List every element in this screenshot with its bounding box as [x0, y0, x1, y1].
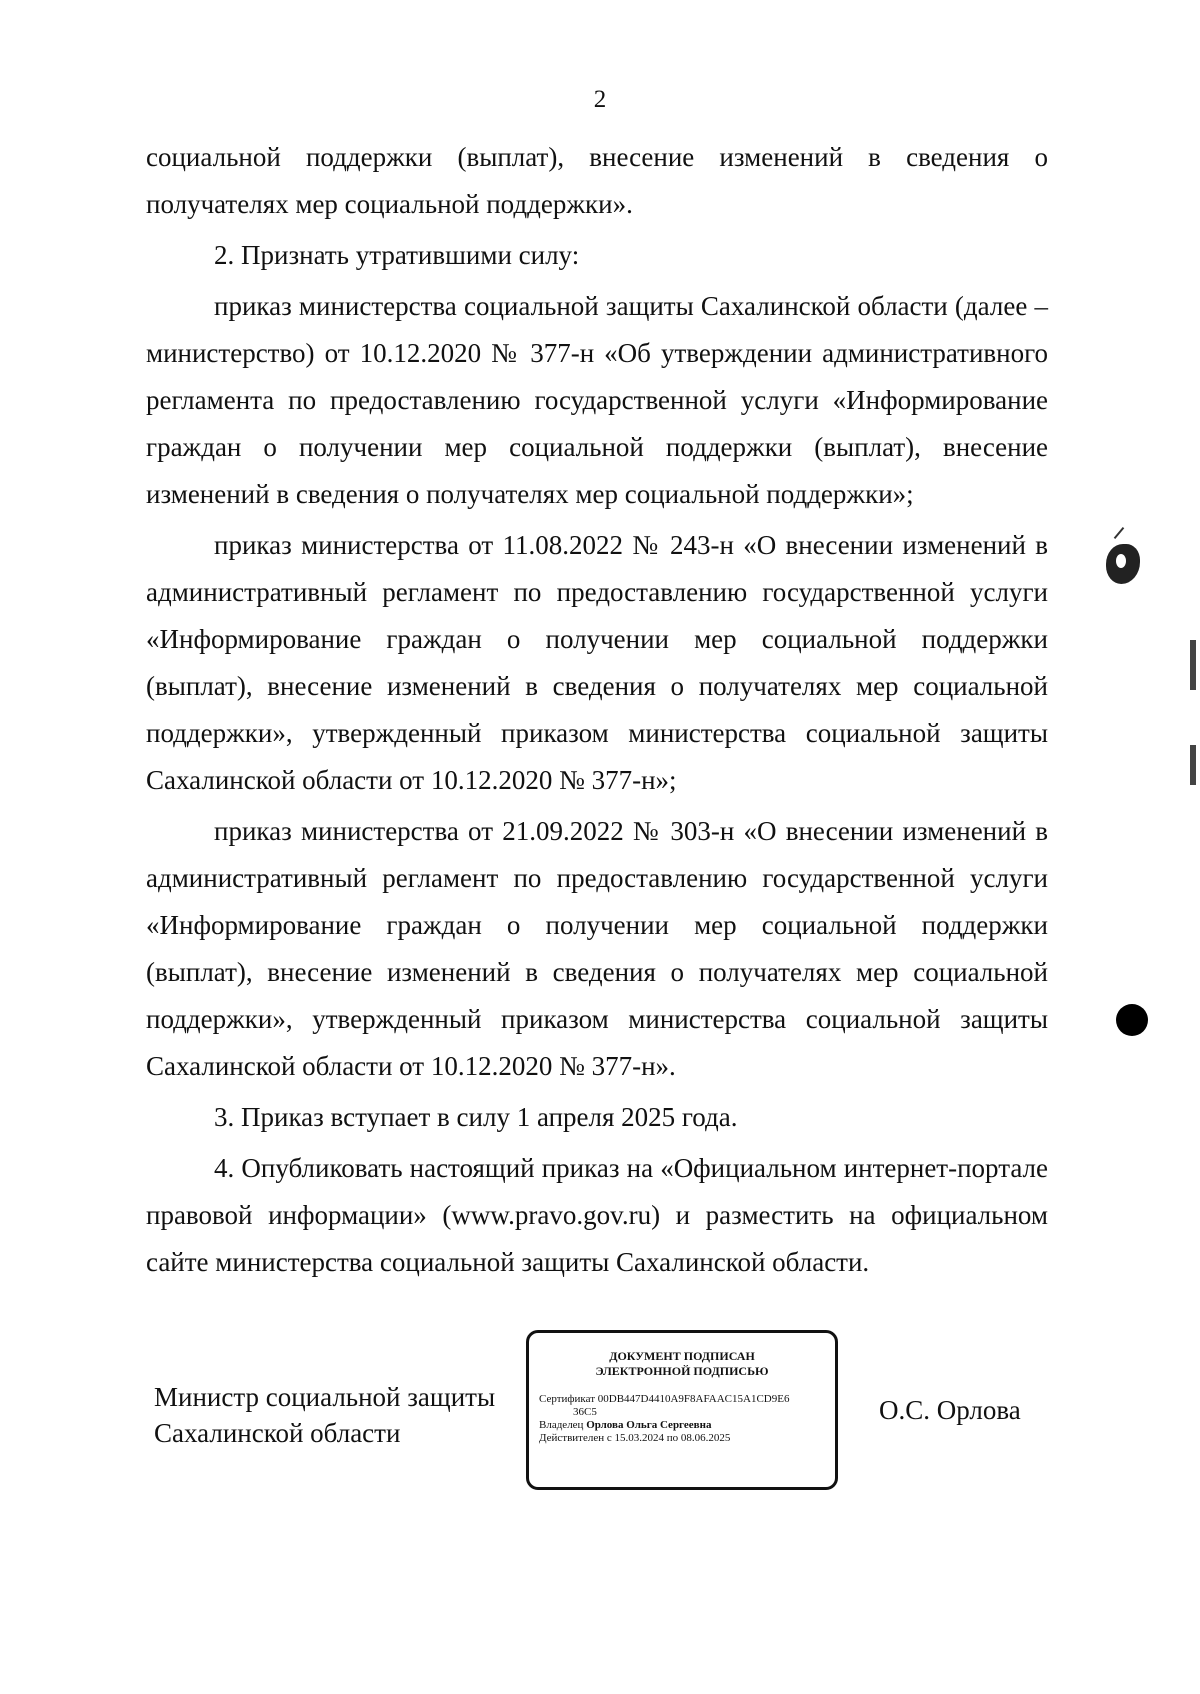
stamp-heading-line2: ЭЛЕКТРОННОЙ ПОДПИСЬЮ	[595, 1364, 769, 1378]
stamp-heading-line1: ДОКУМЕНТ ПОДПИСАН	[609, 1349, 755, 1363]
scan-mark-edge-1	[1190, 640, 1196, 690]
paragraph-item-2: 2. Признать утратившими силу:	[214, 240, 580, 270]
scan-mark-tick	[1114, 527, 1125, 539]
paragraph-repealed-order-377: приказ министерства социальной защиты Сахалинской области (далее – министерство) от 10.12.2020 № 377-н «Об утверждении административного регламента по предоставлению государственной услуги «Информирование граждан о получении мер социальной поддержки (выплат), внесение изменений в сведения о получателях мер социальной поддержки»;	[146, 291, 1048, 509]
paragraph-continuation: социальной поддержки (выплат), внесение изменений в сведения о получателях мер социальной поддержки».	[146, 142, 1048, 219]
stamp-owner-value: Орлова Ольга Сергеевна	[586, 1419, 712, 1431]
scan-mark-hole-punch	[1116, 1004, 1148, 1036]
document-body	[146, 134, 1048, 1286]
stamp-details	[539, 1393, 823, 1445]
signer-title-line2: Сахалинской области	[154, 1418, 401, 1448]
stamp-owner-row	[539, 1419, 823, 1432]
stamp-certificate-label: Сертификат	[539, 1393, 595, 1405]
signer-title-line1: Министр социальной защиты	[154, 1382, 496, 1412]
paragraph-repealed-order-243: приказ министерства от 11.08.2022 № 243-н «О внесении изменений в административный регламент по предоставлению государственной услуги «Информирование граждан о получении мер социальной поддержки (выплат), внесение изменений в сведения о получателях мер социальной поддержки», утвержденный приказом министерства социальной защиты Сахалинской области от 10.12.2020 № 377-н»;	[146, 530, 1048, 795]
electronic-signature-stamp	[526, 1330, 838, 1490]
stamp-certificate-value: 00DB447D4410A9F8AFAAC15A1CD9E6	[597, 1393, 790, 1405]
paragraph-item-4: 4. Опубликовать настоящий приказ на «Официальном интернет-портале правовой информации» (www.pravo.gov.ru) и разместить на официальном сайте министерства социальной защиты Сахалинской области.	[146, 1153, 1048, 1277]
stamp-validity: Действителен с 15.03.2024 по 08.06.2025	[539, 1432, 731, 1444]
paragraph-item-3: 3. Приказ вступает в силу 1 апреля 2025 года.	[214, 1102, 738, 1132]
stamp-certificate-row	[539, 1393, 823, 1406]
stamp-heading	[529, 1349, 835, 1379]
paragraph-repealed-order-303: приказ министерства от 21.09.2022 № 303-н «О внесении изменений в административный регламент по предоставлению государственной услуги «Информирование граждан о получении мер социальной поддержки (выплат), внесение изменений в сведения о получателях мер социальной поддержки», утвержденный приказом министерства социальной защиты Сахалинской области от 10.12.2020 № 377-н».	[146, 816, 1048, 1081]
scan-mark-edge-2	[1190, 745, 1196, 785]
page-number: 2	[593, 86, 607, 113]
stamp-certificate-cont: 36C5	[573, 1406, 597, 1418]
signer-name: О.С. Орлова	[879, 1395, 1021, 1425]
scan-mark-blob	[1106, 544, 1140, 584]
signer-title	[154, 1379, 495, 1451]
stamp-owner-label: Владелец	[539, 1419, 584, 1431]
